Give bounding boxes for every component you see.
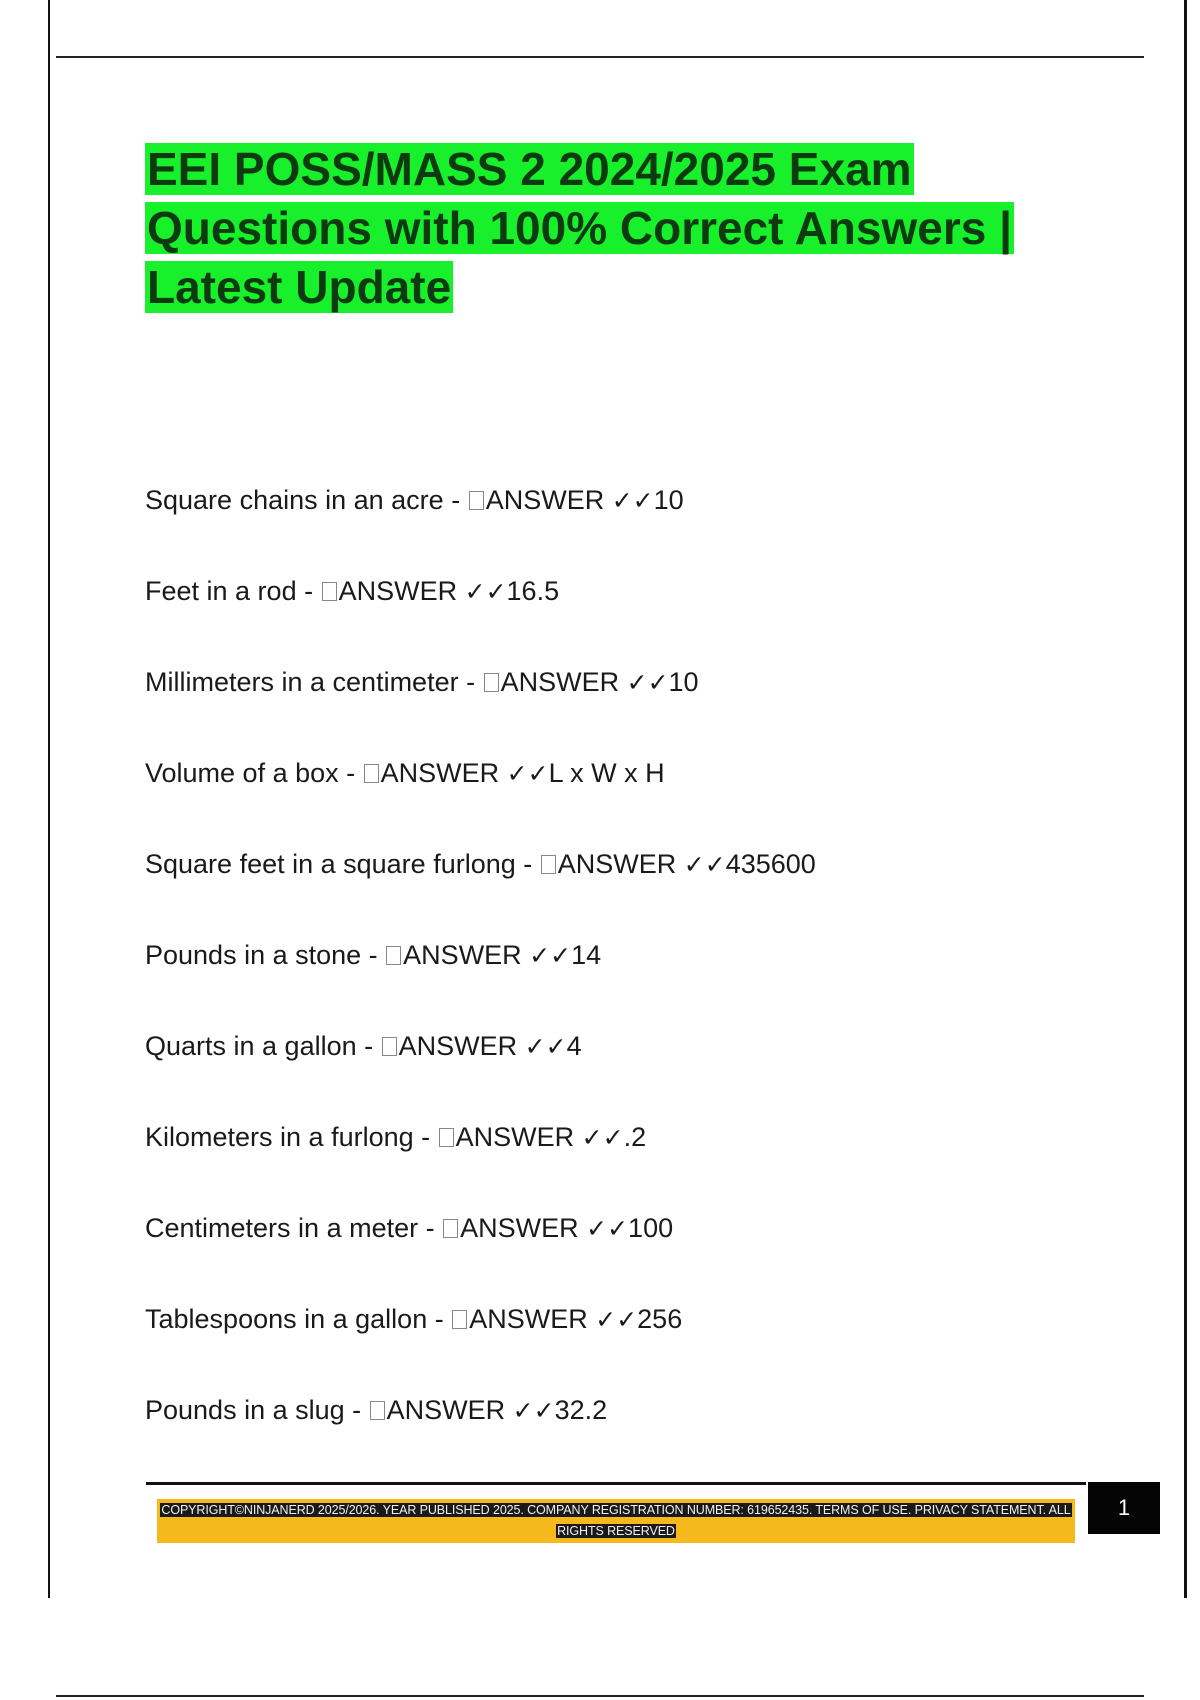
missing-glyph-box-icon	[439, 1128, 454, 1147]
answer-text: 14	[571, 940, 602, 970]
missing-glyph-box-icon	[469, 491, 484, 510]
double-check-icon: ✓✓	[529, 941, 572, 970]
answer-text: 10	[668, 667, 699, 697]
question-text: Pounds in a slug	[145, 1395, 345, 1425]
question-text: Centimeters in a meter	[145, 1213, 419, 1243]
question-text: Kilometers in a furlong	[145, 1122, 414, 1152]
answer-text: 100	[628, 1213, 674, 1243]
answer-text: 10	[653, 485, 684, 515]
answer-text: L x W x H	[548, 758, 665, 788]
qa-item: Feet in a rod - ANSWER ✓✓16.5	[145, 576, 560, 606]
answer-label: ANSWER	[460, 1213, 579, 1243]
qa-item: Volume of a box - ANSWER ✓✓L x W x H	[145, 758, 665, 788]
missing-glyph-box-icon	[443, 1219, 458, 1238]
answer-text: 32.2	[554, 1395, 608, 1425]
double-check-icon: ✓✓	[683, 850, 726, 879]
missing-glyph-box-icon	[382, 1037, 397, 1056]
qa-item: Square chains in an acre - ANSWER ✓✓10	[145, 485, 684, 515]
answer-text: 16.5	[506, 576, 560, 606]
question-text: Tablespoons in a gallon	[145, 1304, 428, 1334]
next-page-rule	[56, 1695, 1144, 1697]
double-check-icon: ✓✓	[506, 759, 549, 788]
page-number: 1	[1088, 1482, 1160, 1534]
missing-glyph-box-icon	[364, 764, 379, 783]
answer-label: ANSWER	[469, 1304, 588, 1334]
double-check-icon: ✓✓	[626, 668, 669, 697]
double-check-icon: ✓✓	[611, 486, 654, 515]
document-title	[145, 140, 1085, 317]
page-border-right	[1184, 0, 1187, 1598]
question-text: Millimeters in a centimeter	[145, 667, 459, 697]
answer-text: .2	[623, 1122, 647, 1152]
missing-glyph-box-icon	[541, 855, 556, 874]
footer-rule	[146, 1482, 1086, 1485]
copyright-notice	[157, 1500, 1075, 1542]
missing-glyph-box-icon	[386, 946, 401, 965]
qa-item: Square feet in a square furlong - ANSWER ✓✓435600	[145, 849, 816, 879]
qa-item: Pounds in a slug - ANSWER ✓✓32.2	[145, 1395, 608, 1425]
answer-label: ANSWER	[386, 1395, 506, 1425]
answer-label: ANSWER	[403, 940, 522, 970]
question-text: Feet in a rod	[145, 576, 297, 606]
answer-label: ANSWER	[380, 758, 500, 788]
answer-label: ANSWER	[398, 1031, 518, 1061]
double-check-icon: ✓✓	[464, 577, 507, 606]
copyright-text: COPYRIGHT©NINJANERD 2025/2026. YEAR PUBLISHED 2025. COMPANY REGISTRATION NUMBER: 619652435. TERMS OF USE. PRIVACY STATEMENT. ALL RIGHTS RESERVED	[161, 1503, 1071, 1538]
qa-item: Millimeters in a centimeter - ANSWER ✓✓10	[145, 667, 699, 697]
answer-label: ANSWER	[455, 1122, 575, 1152]
question-text: Square chains in an acre	[145, 485, 444, 515]
answer-text: 435600	[725, 849, 816, 879]
qa-item: Tablespoons in a gallon - ANSWER ✓✓256	[145, 1304, 683, 1334]
qa-list	[145, 478, 1095, 1479]
missing-glyph-box-icon	[322, 582, 337, 601]
double-check-icon: ✓✓	[595, 1305, 638, 1334]
page-border-left	[48, 0, 50, 1598]
qa-item: Pounds in a stone - ANSWER ✓✓14	[145, 940, 602, 970]
answer-text: 256	[637, 1304, 683, 1334]
missing-glyph-box-icon	[452, 1310, 467, 1329]
double-check-icon: ✓✓	[586, 1214, 629, 1243]
missing-glyph-box-icon	[370, 1401, 385, 1420]
answer-label: ANSWER	[485, 485, 605, 515]
double-check-icon: ✓✓	[524, 1032, 567, 1061]
answer-label: ANSWER	[500, 667, 620, 697]
answer-text: 4	[566, 1031, 582, 1061]
question-text: Square feet in a square furlong	[145, 849, 516, 879]
answer-label: ANSWER	[338, 576, 458, 606]
document-title-text: EEI POSS/MASS 2 2024/2025 Exam Questions with 100% Correct Answers | Latest Update	[147, 143, 1012, 313]
header-rule	[56, 56, 1144, 58]
answer-label: ANSWER	[557, 849, 677, 879]
qa-item: Quarts in a gallon - ANSWER ✓✓4	[145, 1031, 582, 1061]
question-text: Volume of a box	[145, 758, 339, 788]
question-text: Quarts in a gallon	[145, 1031, 357, 1061]
double-check-icon: ✓✓	[512, 1396, 555, 1425]
missing-glyph-box-icon	[484, 673, 499, 692]
qa-item: Kilometers in a furlong - ANSWER ✓✓.2	[145, 1122, 647, 1152]
qa-item: Centimeters in a meter - ANSWER ✓✓100	[145, 1213, 674, 1243]
question-text: Pounds in a stone	[145, 940, 362, 970]
double-check-icon: ✓✓	[581, 1123, 624, 1152]
